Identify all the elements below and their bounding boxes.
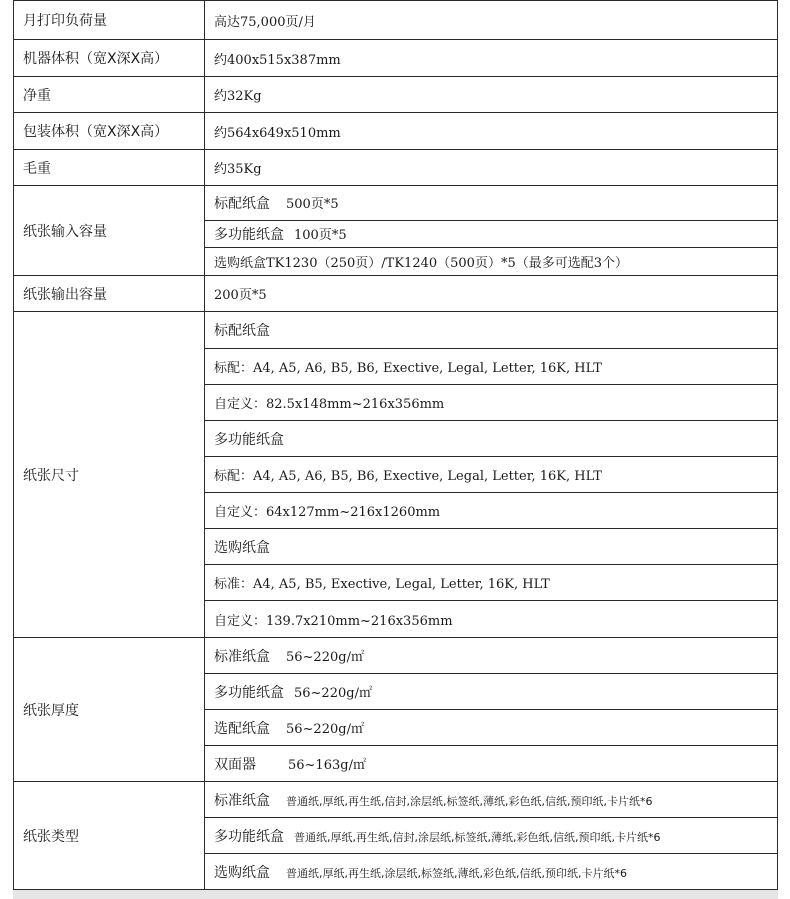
sub-value: 普通纸,厚纸,再生纸,信封,涂层纸,标签纸,薄纸,彩色纸,信纸,预印纸,卡片纸*6 bbox=[294, 830, 661, 844]
row-value: 高达75,000页/月 bbox=[205, 1, 778, 40]
spec-row-output-capacity bbox=[14, 276, 778, 312]
sub-row: 多功能纸盒 bbox=[205, 421, 778, 457]
sub-row: 标配纸盒 bbox=[205, 312, 778, 349]
sub-row: 标准：A4, A5, B5, Exective, Legal, Letter, 16K, HLT bbox=[205, 565, 778, 601]
sub-value: 普通纸,厚纸,再生纸,涂层纸,标签纸,薄纸,彩色纸,信纸,预印纸,卡片纸*6 bbox=[286, 867, 627, 880]
sub-row bbox=[205, 854, 778, 891]
sub-value: 56~163g/㎡ bbox=[288, 757, 366, 773]
row-value: 约564x649x510mm bbox=[205, 113, 778, 150]
row-label: 纸张输入容量 bbox=[14, 186, 205, 276]
row-label: 毛重 bbox=[14, 150, 205, 186]
sub-row: 自定义：64x127mm~216x1260mm bbox=[205, 493, 778, 529]
sub-row bbox=[205, 186, 778, 221]
sub-row bbox=[205, 782, 778, 818]
sub-value: 56~220g/㎡ bbox=[294, 685, 372, 701]
spec-row-paper-type bbox=[14, 782, 778, 818]
spec-row-package-dimensions bbox=[14, 113, 778, 150]
sub-value: 56~220g/㎡ bbox=[286, 649, 364, 665]
row-label: 包装体积（宽X深X高） bbox=[14, 113, 205, 150]
row-label: 纸张尺寸 bbox=[14, 312, 205, 638]
sub-value: 500页*5 bbox=[286, 197, 339, 212]
sub-label: 标配纸盒 bbox=[214, 196, 270, 212]
spec-row-dimensions bbox=[14, 40, 778, 77]
sub-label: 标准纸盒 bbox=[214, 792, 270, 809]
sub-row: 自定义：82.5x148mm~216x356mm bbox=[205, 385, 778, 421]
sub-row: 标配：A4, A5, A6, B5, B6, Exective, Legal, Letter, 16K, HLT bbox=[205, 349, 778, 385]
row-label: 纸张厚度 bbox=[14, 638, 205, 782]
spec-row-monthly-load bbox=[14, 1, 778, 40]
sub-row bbox=[205, 638, 778, 674]
sub-value: 普通纸,厚纸,再生纸,信封,涂层纸,标签纸,薄纸,彩色纸,信纸,预印纸,卡片纸*6 bbox=[286, 794, 653, 808]
sub-row: 标配：A4, A5, A6, B5, B6, Exective, Legal, Letter, 16K, HLT bbox=[205, 457, 778, 493]
row-label: 纸张输出容量 bbox=[14, 276, 205, 312]
sub-value: 56~220g/㎡ bbox=[286, 721, 364, 737]
sub-label: 标准纸盒 bbox=[214, 648, 270, 665]
sub-label: 双面器 bbox=[214, 756, 256, 773]
row-label: 月打印负荷量 bbox=[14, 1, 205, 40]
sub-value: 100页*5 bbox=[294, 228, 347, 243]
row-label: 机器体积（宽X深X高） bbox=[14, 40, 205, 77]
sub-row bbox=[205, 818, 778, 854]
spec-row-net-weight bbox=[14, 77, 778, 113]
sub-row: 选购纸盒 bbox=[205, 529, 778, 565]
sub-row bbox=[205, 674, 778, 710]
sub-row: 自定义：139.7x210mm~216x356mm bbox=[205, 601, 778, 638]
sub-label: 多功能纸盒 bbox=[214, 227, 284, 243]
spec-row-input-capacity bbox=[14, 186, 778, 221]
sub-label: 多功能纸盒 bbox=[214, 684, 284, 701]
sub-label: 选购纸盒 bbox=[214, 865, 270, 881]
row-label: 净重 bbox=[14, 77, 205, 113]
spec-row-gross-weight bbox=[14, 150, 778, 186]
sub-label: 选配纸盒 bbox=[214, 720, 270, 737]
sub-row bbox=[205, 746, 778, 782]
row-value: 200页*5 bbox=[205, 276, 778, 312]
row-value: 约32Kg bbox=[205, 77, 778, 113]
sub-label: 多功能纸盒 bbox=[214, 828, 284, 845]
sub-row bbox=[205, 710, 778, 746]
spec-row-paper-size bbox=[14, 312, 778, 349]
sub-row bbox=[205, 221, 778, 248]
row-label: 纸张类型 bbox=[14, 782, 205, 891]
sub-row: 选购纸盒TK1230（250页）/TK1240（500页）*5（最多可选配3个） bbox=[205, 248, 778, 276]
spec-row-paper-weight bbox=[14, 638, 778, 674]
row-value: 约400x515x387mm bbox=[205, 40, 778, 77]
row-value: 约35Kg bbox=[205, 150, 778, 186]
spec-table bbox=[13, 0, 778, 891]
